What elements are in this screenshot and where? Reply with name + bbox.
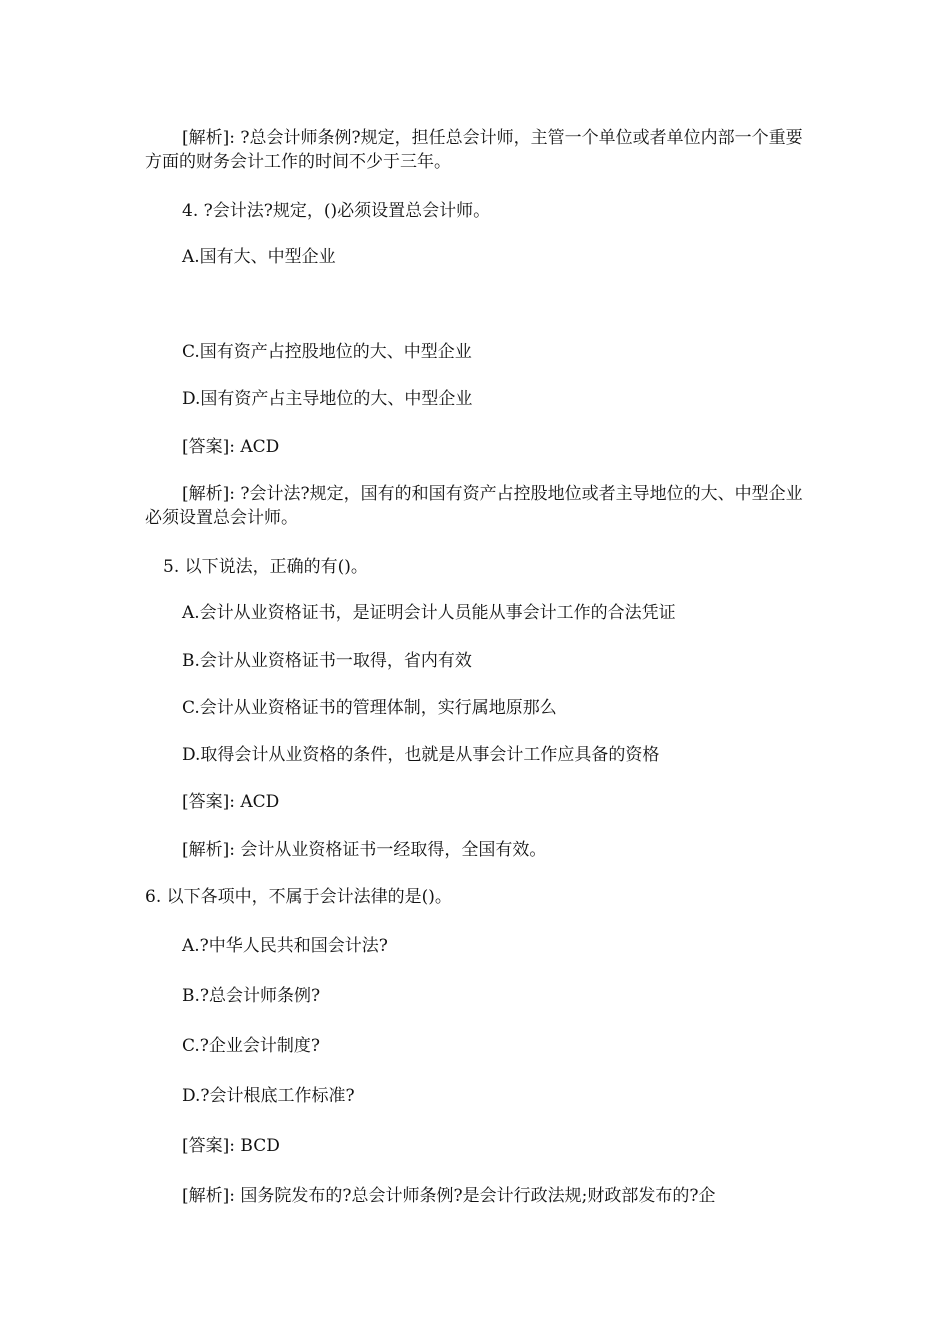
q5-option-c: C.会计从业资格证书的管理体制，实行属地原那么 <box>182 698 557 718</box>
q6-option-b: B.?总会计师条例? <box>182 986 321 1006</box>
q6-option-a: A.?中华人民共和国会计法? <box>182 936 388 956</box>
q5-analysis: [解析]: 会计从业资格证书一经取得，全国有效。 <box>182 840 547 860</box>
q6-answer: [答案]: BCD <box>182 1136 280 1156</box>
q4-analysis: [解析]: ?会计法?规定，国有的和国有资产占控股地位或者主导地位的大、中型企业必须设置总会计师。 <box>145 484 803 528</box>
q5-answer: [答案]: ACD <box>182 792 280 812</box>
q3-analysis: [解析]: ?总会计师条例?规定，担任总会计师，主管一个单位或者单位内部一个重要方面的财务会计工作的时间不少于三年。 <box>145 128 803 172</box>
q4-option-a: A.国有大、中型企业 <box>182 247 336 267</box>
q6-option-d: D.?会计根底工作标准? <box>182 1086 355 1106</box>
q5-option-a: A.会计从业资格证书，是证明会计人员能从事会计工作的合法凭证 <box>182 603 676 623</box>
q4-question: 4. ?会计法?规定，()必须设置总会计师。 <box>182 201 491 221</box>
q5-question: 5. 以下说法，正确的有()。 <box>163 557 368 577</box>
q6-question: 6. 以下各项中，不属于会计法律的是()。 <box>145 887 452 907</box>
q5-option-b: B.会计从业资格证书一取得，省内有效 <box>182 651 472 671</box>
q4-option-c: C.国有资产占控股地位的大、中型企业 <box>182 342 472 362</box>
q5-option-d: D.取得会计从业资格的条件，也就是从事会计工作应具备的资格 <box>182 745 660 765</box>
q6-option-c: C.?企业会计制度? <box>182 1036 321 1056</box>
q4-option-d: D.国有资产占主导地位的大、中型企业 <box>182 389 473 409</box>
q6-analysis: [解析]: 国务院发布的?总会计师条例?是会计行政法规;财政部发布的?企 <box>182 1186 716 1206</box>
q4-answer: [答案]: ACD <box>182 437 280 457</box>
